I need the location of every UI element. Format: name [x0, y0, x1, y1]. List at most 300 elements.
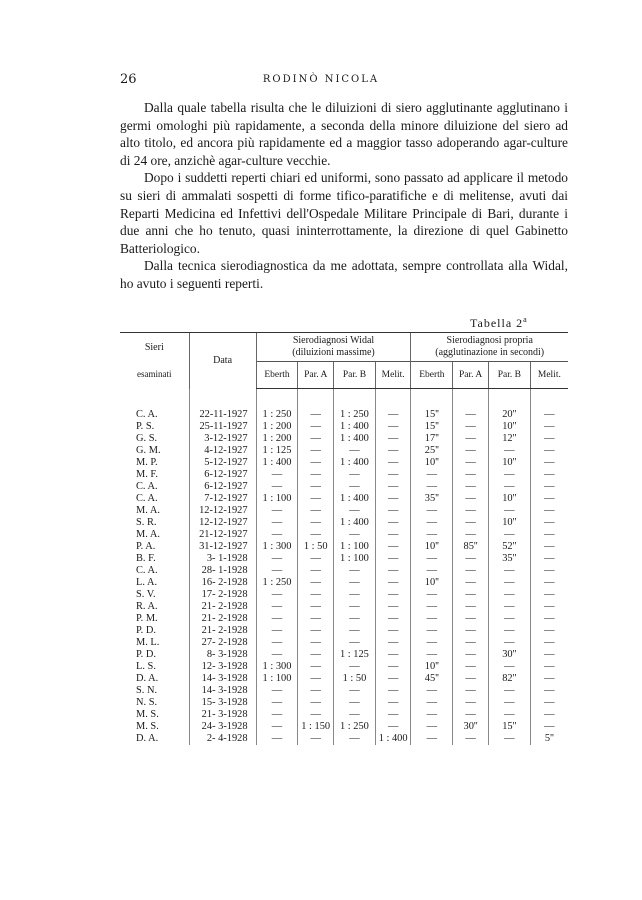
table-cell: —: [375, 601, 411, 613]
column-header: Par. A: [453, 362, 489, 389]
table-cell: 30'': [488, 649, 530, 661]
table-cell: —: [453, 457, 489, 469]
table-cell: 85'': [453, 541, 489, 553]
table-cell: —: [298, 709, 334, 721]
table-cell: —: [488, 505, 530, 517]
table-cell: —: [488, 625, 530, 637]
table-cell: —: [411, 589, 453, 601]
table-cell: P. M.: [136, 613, 158, 624]
table-cell: 7-12-1927: [189, 493, 256, 505]
table-cell: P. D.: [136, 649, 156, 660]
table-cell: —: [453, 673, 489, 685]
table-cell: —: [411, 625, 453, 637]
table-cell: —: [530, 517, 568, 529]
table-cell: —: [256, 733, 298, 745]
table-cell: —: [530, 505, 568, 517]
table-cell: —: [298, 589, 334, 601]
table-cell: —: [256, 505, 298, 517]
table-cell: —: [530, 625, 568, 637]
table-cell: —: [375, 685, 411, 697]
table-cell: —: [488, 661, 530, 673]
paragraph: Dalla quale tabella risulta che le diluizioni di siero agglutinante agglutinano i germi omologhi più rapidamente, a seconda della minore diluizione del siero ad alto titolo, ed ancora più rapidamente ed a maggior tasso adoperando agar-culture di 24 ore, anzichè agar-culture vecchie.: [120, 100, 568, 168]
table-cell: —: [298, 673, 334, 685]
table-cell: 1 : 200: [256, 433, 298, 445]
table-cell: M. F.: [136, 469, 158, 480]
header-esaminati-label: esaminati: [137, 368, 172, 379]
table-cell: —: [411, 649, 453, 661]
table-cell: 21-12-1927: [189, 529, 256, 541]
table-cell: —: [334, 481, 376, 493]
table-cell: —: [530, 613, 568, 625]
table-cell: 35'': [488, 553, 530, 565]
table-cell: B. F.: [136, 553, 156, 564]
table-cell: —: [375, 613, 411, 625]
table-cell: —: [488, 685, 530, 697]
table-row: [120, 541, 568, 553]
table-cell: C. A.: [136, 493, 158, 504]
table-cell: M. S.: [136, 709, 159, 720]
table-cell: P. D.: [136, 625, 156, 636]
table-cell: —: [375, 517, 411, 529]
table-cell: 4-12-1927: [189, 445, 256, 457]
table-cell: —: [375, 505, 411, 517]
table-cell: —: [453, 589, 489, 601]
table-cell: —: [298, 649, 334, 661]
header-data: Data: [189, 333, 256, 389]
body-text: [120, 99, 568, 293]
table-row: [120, 649, 568, 661]
table-cell: 21- 2-1928: [189, 613, 256, 625]
table-cell: 10'': [411, 541, 453, 553]
table-cell: —: [256, 613, 298, 625]
table-cell: —: [411, 697, 453, 709]
table-cell: G. S.: [136, 433, 158, 444]
table-row: [120, 517, 568, 529]
table-cell: —: [453, 445, 489, 457]
table-cell: —: [298, 601, 334, 613]
table-cell: —: [334, 601, 376, 613]
table-cell: 1 : 400: [334, 457, 376, 469]
table-cell: 15'': [488, 721, 530, 733]
table-cell: 1 : 250: [256, 577, 298, 589]
table-cell: L. A.: [136, 577, 158, 588]
table-cell: 1 : 400: [256, 457, 298, 469]
table-cell: 1 : 250: [256, 409, 298, 421]
table-cell: 1 : 250: [334, 721, 376, 733]
table-spacer-row: [120, 389, 568, 410]
results-table: [120, 332, 568, 745]
table-cell: —: [530, 649, 568, 661]
table-cell: 16- 2-1928: [189, 577, 256, 589]
table-cell: —: [453, 565, 489, 577]
table-cell: M. S.: [136, 721, 159, 732]
column-header: Eberth: [256, 362, 298, 389]
table-cell: —: [298, 421, 334, 433]
table-cell: 1 : 400: [334, 433, 376, 445]
table-cell: —: [453, 601, 489, 613]
table-cell: 31-12-1927: [189, 541, 256, 553]
table-cell: 20'': [488, 409, 530, 421]
table-cell: —: [453, 505, 489, 517]
table-row: [120, 673, 568, 685]
table-cell: —: [411, 709, 453, 721]
table-cell: —: [256, 685, 298, 697]
table-cell: 1 : 250: [334, 409, 376, 421]
table-caption-sup: a: [523, 315, 528, 324]
table-row: [120, 505, 568, 517]
table-cell: C. A.: [136, 481, 158, 492]
table-cell: —: [488, 637, 530, 649]
table-cell: 6-12-1927: [189, 481, 256, 493]
table-cell: —: [256, 589, 298, 601]
table-cell: 17'': [411, 433, 453, 445]
table-row: [120, 637, 568, 649]
table-cell: —: [256, 625, 298, 637]
table-cell: 3-12-1927: [189, 433, 256, 445]
table-cell: 10'': [488, 421, 530, 433]
table-cell: 35'': [411, 493, 453, 505]
table-cell: 21- 2-1928: [189, 625, 256, 637]
table-cell: L. S.: [136, 661, 156, 672]
table-cell: 5-12-1927: [189, 457, 256, 469]
column-header: Par. B: [488, 362, 530, 389]
table-cell: —: [298, 577, 334, 589]
table-cell: —: [411, 721, 453, 733]
table-cell: 12-12-1927: [189, 517, 256, 529]
column-header: Par. A: [298, 362, 334, 389]
table-row: [120, 733, 568, 745]
table-cell: 1 : 300: [256, 661, 298, 673]
table-cell: —: [488, 577, 530, 589]
table-cell: —: [375, 409, 411, 421]
table-cell: 1 : 50: [334, 673, 376, 685]
table-cell: M. L.: [136, 637, 160, 648]
table-cell: —: [375, 577, 411, 589]
table-cell: 17- 2-1928: [189, 589, 256, 601]
table-cell: —: [453, 733, 489, 745]
table-cell: —: [530, 421, 568, 433]
header-widal-title: Sierodiagnosi Widal: [292, 335, 375, 346]
table-cell: 8- 3-1928: [189, 649, 256, 661]
table-cell: M. P.: [136, 457, 158, 468]
table-cell: —: [530, 709, 568, 721]
table-body: [120, 389, 568, 746]
table-cell: 25-11-1927: [189, 421, 256, 433]
table-cell: —: [530, 673, 568, 685]
table-cell: 12- 3-1928: [189, 661, 256, 673]
table-cell: 5'': [530, 733, 568, 745]
table-cell: —: [375, 421, 411, 433]
table-cell: —: [256, 697, 298, 709]
table-row: [120, 433, 568, 445]
table-cell: 1 : 100: [334, 553, 376, 565]
table-cell: S. V.: [136, 589, 156, 600]
table-cell: —: [453, 661, 489, 673]
table-cell: 1 : 400: [334, 421, 376, 433]
table-cell: —: [298, 433, 334, 445]
table-cell: 10'': [411, 457, 453, 469]
table-cell: —: [530, 637, 568, 649]
table-cell: —: [298, 517, 334, 529]
table-cell: —: [411, 685, 453, 697]
table-cell: 14- 3-1928: [189, 673, 256, 685]
table-row: [120, 613, 568, 625]
table-row: [120, 553, 568, 565]
table-cell: 22-11-1927: [189, 409, 256, 421]
table-cell: —: [530, 457, 568, 469]
table-cell: —: [411, 505, 453, 517]
table-cell: —: [453, 649, 489, 661]
table-cell: P. S.: [136, 421, 155, 432]
table-row: [120, 565, 568, 577]
table-cell: —: [375, 565, 411, 577]
table-cell: —: [256, 721, 298, 733]
table-cell: —: [334, 505, 376, 517]
table-cell: 10'': [488, 517, 530, 529]
table-cell: —: [453, 529, 489, 541]
table-cell: —: [453, 481, 489, 493]
table-cell: 24- 3-1928: [189, 721, 256, 733]
table-cell: —: [530, 481, 568, 493]
table-cell: —: [453, 421, 489, 433]
running-head: RODINÒ NICOLA: [262, 74, 380, 85]
table-cell: 1 : 400: [334, 517, 376, 529]
table-cell: —: [488, 697, 530, 709]
table-row: [120, 481, 568, 493]
table-cell: —: [453, 637, 489, 649]
table-cell: —: [453, 517, 489, 529]
table-cell: N. S.: [136, 697, 158, 708]
table-cell: —: [530, 661, 568, 673]
header-sieri-label: Sieri: [144, 341, 164, 353]
table-row: [120, 721, 568, 733]
table-cell: —: [375, 553, 411, 565]
column-header: Melit.: [375, 362, 411, 389]
table-cell: —: [411, 481, 453, 493]
table-cell: 6-12-1927: [189, 469, 256, 481]
table-cell: —: [530, 541, 568, 553]
table-row: [120, 469, 568, 481]
table-cell: —: [453, 697, 489, 709]
table-cell: 10'': [411, 661, 453, 673]
table-cell: 10'': [488, 457, 530, 469]
header-propria: [411, 333, 568, 362]
table-cell: —: [453, 577, 489, 589]
table-cell: —: [453, 709, 489, 721]
table-cell: —: [256, 637, 298, 649]
table-cell: —: [334, 577, 376, 589]
table-cell: —: [530, 433, 568, 445]
column-header: Eberth: [411, 362, 453, 389]
table-cell: —: [530, 577, 568, 589]
table-cell: S. N.: [136, 685, 158, 696]
table-cell: 21- 2-1928: [189, 601, 256, 613]
table-cell: —: [375, 649, 411, 661]
table-cell: —: [298, 553, 334, 565]
table-cell: 12-12-1927: [189, 505, 256, 517]
table-cell: —: [530, 685, 568, 697]
table-cell: —: [411, 529, 453, 541]
table-cell: —: [256, 649, 298, 661]
table-cell: —: [453, 553, 489, 565]
table-cell: 15'': [411, 409, 453, 421]
table-cell: —: [375, 445, 411, 457]
table-cell: 1 : 125: [256, 445, 298, 457]
table-cell: —: [530, 601, 568, 613]
table-row: [120, 697, 568, 709]
column-header: Par. B: [334, 362, 376, 389]
table-cell: —: [375, 469, 411, 481]
table-row: [120, 685, 568, 697]
table-cell: 1 : 400: [334, 493, 376, 505]
table-cell: 27- 2-1928: [189, 637, 256, 649]
table-cell: 25'': [411, 445, 453, 457]
table-cell: —: [298, 625, 334, 637]
table-cell: 82'': [488, 673, 530, 685]
table-cell: —: [334, 625, 376, 637]
table-cell: —: [334, 589, 376, 601]
header-widal-sub: (diluizioni massime): [292, 347, 375, 358]
table-cell: —: [530, 445, 568, 457]
table-cell: M. A.: [136, 529, 160, 540]
table-cell: —: [334, 733, 376, 745]
table-cell: P. A.: [136, 541, 156, 552]
table-row: [120, 529, 568, 541]
table-cell: —: [375, 709, 411, 721]
table-cell: —: [488, 445, 530, 457]
table-cell: —: [530, 493, 568, 505]
table-cell: —: [298, 457, 334, 469]
table-cell: —: [411, 733, 453, 745]
table-cell: 30'': [453, 721, 489, 733]
table-cell: —: [488, 589, 530, 601]
table-row: [120, 493, 568, 505]
table-cell: —: [298, 493, 334, 505]
table-cell: —: [298, 637, 334, 649]
page-number: 26: [120, 72, 137, 87]
table-cell: —: [488, 481, 530, 493]
table-cell: 1 : 125: [334, 649, 376, 661]
table-cell: —: [375, 661, 411, 673]
table-cell: —: [375, 433, 411, 445]
table-cell: —: [298, 529, 334, 541]
header-propria-sub: (agglutinazione in secondi): [435, 347, 545, 358]
table-cell: 10'': [411, 577, 453, 589]
table-cell: —: [530, 409, 568, 421]
table-cell: C. A.: [136, 565, 158, 576]
table-cell: —: [334, 529, 376, 541]
table-cell: —: [453, 469, 489, 481]
table-caption-label: Tabella 2: [470, 316, 524, 330]
table-cell: 52'': [488, 541, 530, 553]
table-cell: —: [411, 517, 453, 529]
paragraph: Dalla tecnica sierodiagnostica da me adottata, sempre controllata alla Widal, ho avuto i seguenti reperti.: [120, 258, 568, 291]
table-row: [120, 445, 568, 457]
table-row: [120, 709, 568, 721]
table-cell: —: [298, 481, 334, 493]
table-row: [120, 661, 568, 673]
table-cell: —: [334, 709, 376, 721]
table-cell: G. M.: [136, 445, 161, 456]
table-cell: —: [256, 469, 298, 481]
table-cell: —: [453, 625, 489, 637]
table-cell: —: [411, 553, 453, 565]
table-cell: —: [298, 469, 334, 481]
table-cell: —: [334, 565, 376, 577]
table-cell: —: [375, 481, 411, 493]
table-cell: —: [411, 469, 453, 481]
header-widal: [256, 333, 411, 362]
table-cell: —: [530, 553, 568, 565]
table-cell: —: [375, 697, 411, 709]
table-row: [120, 577, 568, 589]
table-cell: —: [488, 469, 530, 481]
table-cell: 1 : 300: [256, 541, 298, 553]
table-cell: —: [256, 481, 298, 493]
table-cell: —: [530, 529, 568, 541]
table-cell: C. A.: [136, 409, 158, 420]
table-cell: —: [334, 637, 376, 649]
header-sieri: [120, 333, 189, 389]
table-cell: —: [256, 517, 298, 529]
table-cell: R. A.: [136, 601, 158, 612]
table-cell: —: [298, 409, 334, 421]
table-cell: —: [488, 709, 530, 721]
table-cell: —: [411, 565, 453, 577]
table-cell: —: [375, 721, 411, 733]
table-cell: —: [334, 661, 376, 673]
table-row: [120, 589, 568, 601]
table-cell: 21- 3-1928: [189, 709, 256, 721]
table-row: [120, 409, 568, 421]
table-cell: —: [298, 613, 334, 625]
table-row: [120, 457, 568, 469]
table-cell: —: [334, 613, 376, 625]
table-cell: 1 : 50: [298, 541, 334, 553]
table-cell: —: [298, 661, 334, 673]
table-cell: —: [375, 457, 411, 469]
paragraph: Dopo i suddetti reperti chiari ed uniformi, sono passato ad applicare il metodo su sieri di ammalati sospetti di forme tifico-paratifiche e di melitense, avuti dai Reparti Medicina ed Infettivi dell'Ospedale Militare Principale di Bari, durante i due anni che ho tenuto, quasi ininterrottamente, la direzione di quel Gabinetto Batteriologico.: [120, 170, 568, 256]
table-caption: [470, 315, 528, 331]
table-cell: —: [530, 469, 568, 481]
table-cell: —: [488, 565, 530, 577]
table-cell: —: [488, 613, 530, 625]
table-cell: —: [530, 565, 568, 577]
table-cell: —: [298, 733, 334, 745]
table-cell: —: [298, 445, 334, 457]
table-cell: —: [411, 601, 453, 613]
table-cell: 15- 3-1928: [189, 697, 256, 709]
table-cell: —: [298, 505, 334, 517]
table-cell: 1 : 100: [334, 541, 376, 553]
table-cell: 1 : 100: [256, 493, 298, 505]
table-cell: —: [298, 685, 334, 697]
table-cell: —: [256, 565, 298, 577]
table-cell: —: [256, 709, 298, 721]
table-cell: —: [530, 697, 568, 709]
table-cell: —: [530, 589, 568, 601]
column-header: Melit.: [530, 362, 568, 389]
table-cell: S. R.: [136, 517, 157, 528]
table-cell: 12'': [488, 433, 530, 445]
table-cell: —: [453, 613, 489, 625]
table-cell: 14- 3-1928: [189, 685, 256, 697]
table-cell: —: [375, 541, 411, 553]
table-cell: D. A.: [136, 733, 159, 744]
table-row: [120, 625, 568, 637]
table-cell: 10'': [488, 493, 530, 505]
table-cell: —: [375, 673, 411, 685]
